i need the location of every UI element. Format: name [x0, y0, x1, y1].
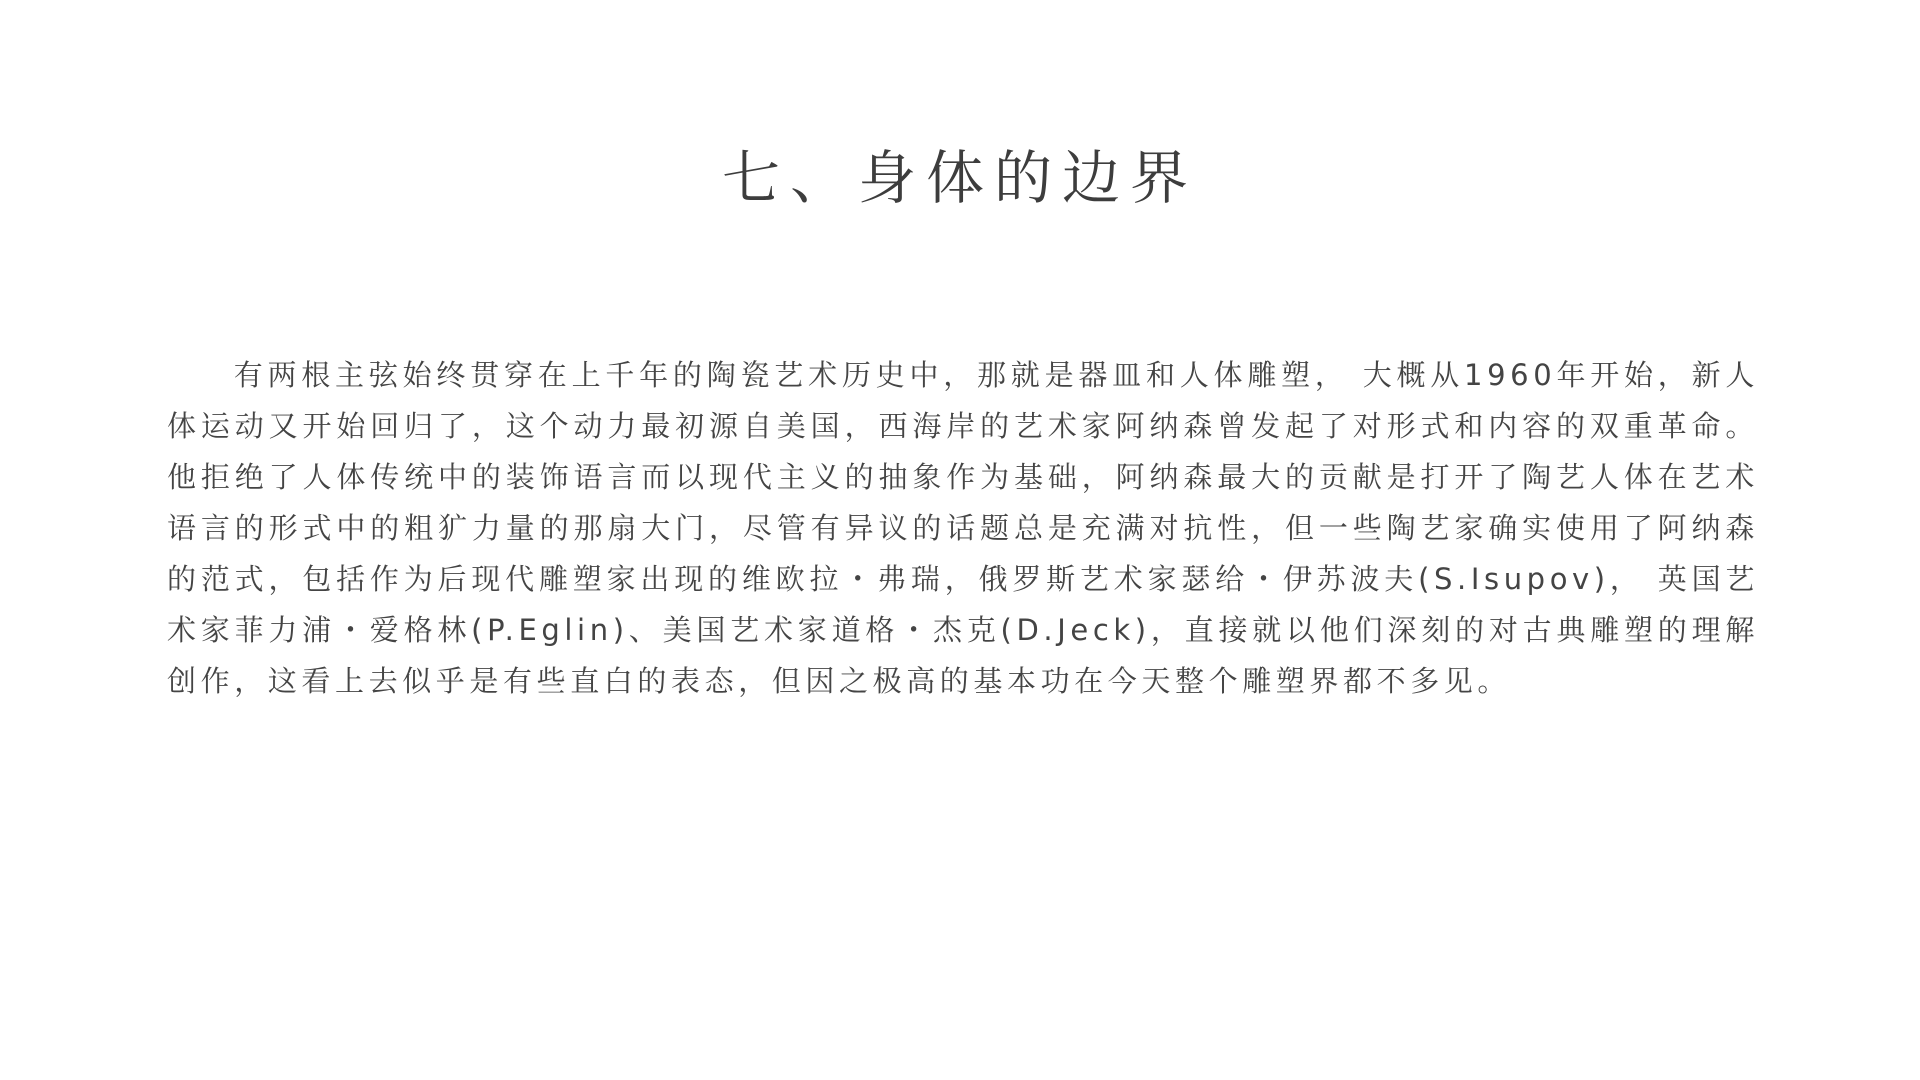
body-paragraph: 有两根主弦始终贯穿在上千年的陶瓷艺术历史中，那就是器皿和人体雕塑， 大概从1960年开始，新人体运动又开始回归了，这个动力最初源自美国，西海岸的艺术家阿纳森曾发起了对形式和内容的双重革命。他拒绝了人体传统中的装饰语言而以现代主义的抽象作为基础，阿纳森最大的贡献是打开了陶艺人体在艺术语言的形式中的粗犷力量的那扇大门，尽管有异议的话题总是充满对抗性，但一些陶艺家确实使用了阿纳森的范式，包括作为后现代雕塑家出现的维欧拉・弗瑞，俄罗斯艺术家瑟给・伊苏波夫(S.Isupov)， 英国艺术家菲力浦・爱格林(P.Eglin)、美国艺术家道格・杰克(D.Jeck)，直接就以他们深刻的对古典雕塑的理解创作，这看上去似乎是有些直白的表态，但因之极高的基本功在今天整个雕塑界都不多见。: [167, 358, 1759, 698]
slide-title: 七、身体的边界: [721, 144, 1198, 212]
